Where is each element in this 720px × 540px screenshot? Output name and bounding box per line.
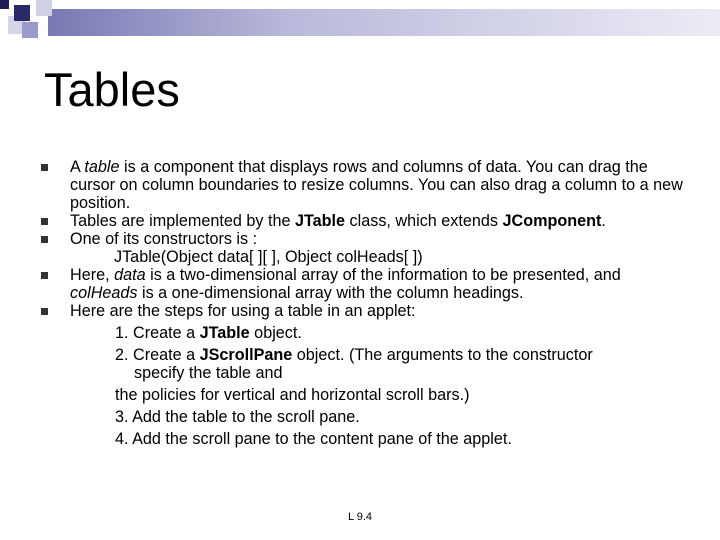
bullet-item-5 <box>0 302 720 320</box>
text-run: is a component that displays rows and columns of data. You can drag the cursor on column boundaries to resize columns. You can also drag a column to a new position. <box>70 158 683 212</box>
text-run: 4. Add the scroll pane to the content pane of the applet. <box>115 430 512 448</box>
header-decoration <box>0 0 720 50</box>
bold-term: JScrollPane <box>199 346 293 364</box>
bold-term: JTable <box>199 324 250 342</box>
step-2 <box>0 346 720 364</box>
bullet-text-1 <box>0 158 720 212</box>
text-run: class, which extends <box>345 212 503 230</box>
bullet-text-5 <box>0 302 720 320</box>
bullet-text-3 <box>0 230 720 248</box>
text-run: One of its constructors is : <box>70 230 258 248</box>
step-3 <box>0 408 720 426</box>
bullet-text-2 <box>0 212 720 230</box>
bullet-item-3 <box>0 230 720 248</box>
text-run: 3. Add the table to the scroll pane. <box>115 408 360 426</box>
step-2-continuation <box>0 364 720 382</box>
square-bullet-icon <box>41 164 48 171</box>
italic-term: colHeads <box>70 284 138 302</box>
square-mid <box>22 22 38 38</box>
square-bullet-icon <box>41 272 48 279</box>
italic-term: table <box>84 158 120 176</box>
text-run: the policies for vertical and horizontal scroll bars.) <box>115 386 470 404</box>
bullet-item-4 <box>0 266 720 302</box>
bold-term: JComponent <box>502 212 602 230</box>
slide-title: Tables <box>44 63 180 116</box>
bullet-item-1 <box>0 158 720 212</box>
text-run: object. <box>249 324 302 342</box>
text-run: Here, <box>70 266 115 284</box>
text-run: 1. Create a <box>115 324 200 342</box>
square-dark-2 <box>14 5 30 21</box>
step-2-policies <box>0 386 720 404</box>
text-run: . <box>601 212 606 230</box>
square-bullet-icon <box>41 236 48 243</box>
text-run: Tables are implemented by the <box>70 212 295 230</box>
text-run: is a one-dimensional array with the column headings. <box>137 284 524 302</box>
italic-term: data <box>114 266 146 284</box>
header-bar <box>48 9 720 36</box>
slide-footer: L 9.4 <box>347 511 373 523</box>
step-4 <box>0 430 720 448</box>
bold-term: JTable <box>294 212 346 230</box>
constructor-line: JTable(Object data[ ][ ], Object colHeads[ ]) <box>114 248 423 266</box>
step-1 <box>0 324 720 342</box>
square-light-1 <box>36 0 52 16</box>
text-run: A <box>70 158 85 176</box>
square-bullet-icon <box>41 308 48 315</box>
bullet-item-2 <box>0 212 720 230</box>
text-run: 2. Create a <box>115 346 200 364</box>
text-run: specify the table and <box>134 364 283 382</box>
bullet-text-4 <box>0 266 720 302</box>
square-bullet-icon <box>41 218 48 225</box>
slide-content <box>0 158 720 448</box>
square-dark-1 <box>0 0 9 9</box>
text-run: object. (The arguments to the constructor <box>292 346 593 364</box>
text-run: Here are the steps for using a table in an applet: <box>70 302 416 320</box>
text-run: is a two-dimensional array of the information to be presented, and <box>145 266 621 284</box>
